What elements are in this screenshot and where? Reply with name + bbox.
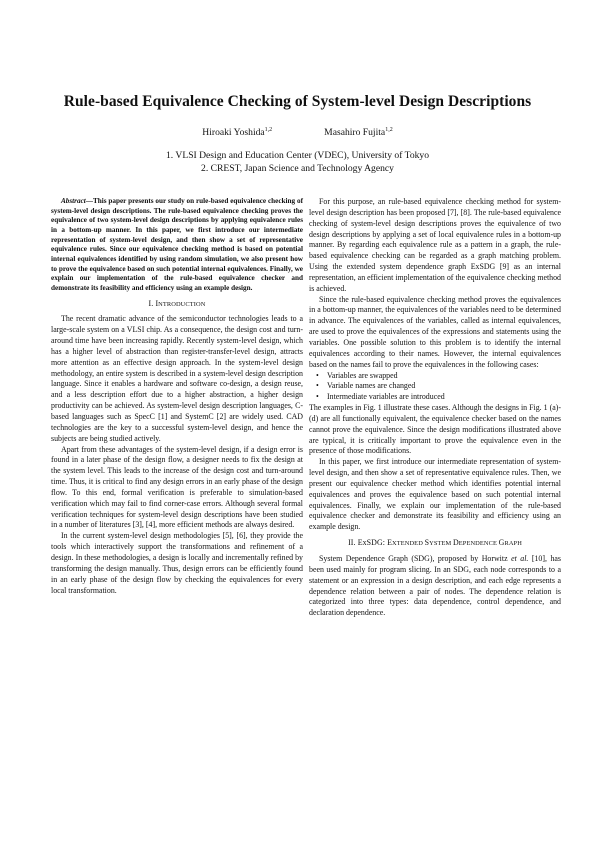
section-smallcaps: EPENDENCE [458,540,499,548]
section-heading-introduction [51,299,303,311]
section-lead: ExSDG: E [357,538,393,548]
case-list [309,371,561,404]
intro-paragraph-3: In the current system-level design methodologies [5], [6], they provide the tools which interactively support the transformations and refinement of a design. In these methodologies, a design is locally and incrementally refined by transforming the design manually. Thus, design errors can be efficiently found in an early phase of the design flow by checking the equivalences for every local transformation. [51,531,303,595]
abstract-text: —This paper presents our study on rule-based equivalence checking of system-level design descriptions. The rule-based equivalence checking proves the equivalence of two system-level design descriptions by applying equivalence rules in a bottom-up manner. In this paper, we first introduce our intermediate representation of system-level design, and then show a set of representative equivalence rules. Since our equivalence checking method is based on potential internal equivalences identified by using random simulation, we also present how to prove the equivalence based on such potential internal equivalences. Finally, we explain our implementation of the rule-based equivalence checker and demonstrate its feasibility and efficiency using an example design. [51,197,303,292]
section-smallcaps: NTRODUCTION [158,300,206,308]
author-1-affil-mark: 1,2 [264,127,273,133]
text-run: System Dependence Graph (SDG), proposed by Horwitz [319,554,512,563]
section-initial: S [424,538,430,548]
author-1 [202,127,272,138]
affiliation-2: 2. CREST, Japan Science and Technology Agency [201,163,394,174]
section-number: II. [348,538,356,548]
author-1-name: Hiroaki Yoshida [202,127,265,139]
intro-paragraph-5: Since the rule-based equivalence checking method proves the equivalences in a bottom-up manner, the equivalences of the variables need to be determined in advance. The equivalences of the variables, called as internal equivalences, are used to prove the equivalences of the expressions and statements using the variables. One possible solution to this problem is to identify the internal equivalences according to their names. However, the internal equivalences based on the names fail to prove the equivalences in the following cases: [309,294,561,369]
section-initial: D [452,538,459,548]
section-initial: G [498,538,505,548]
intro-paragraph-1: The recent dramatic advance of the semiconductor technologies leads to a large-scale system on a VLSI chip. As a consequence, the design cost and turn-around time have been increasing rapidly. Recently system-level design, which has a higher level of abstraction than register-transfer-level design, attracts more attention as an effective design approach. In the system-level design methodology, an entire system is described in a system-level design description language. Since it enables a hardware and software co-design, a design reuse, and a less description effort due to a higher abstraction, a higher design productivity can be achieved. As system-level design description languages, C-based languages such as SpecC [1] and SystemC [2] are widely used. CAD technologies are the key to a successful system-level design, and hence the subjects are being studied actively. [51,314,303,443]
section-smallcaps: YSTEM [429,540,453,548]
author-2-name: Masahiro Fujita [324,127,386,139]
section-initial: I [155,298,159,308]
abstract [51,197,303,294]
author-line [0,127,595,138]
intro-paragraph-7: In this paper, we first introduce our intermediate representation of system-level design, and then show a set of representative equivalence rules. Then, we present our equivalence checker method which identifies potential internal equivalences and proves the equivalence based on such potential internal equivalences. Finally, we explain our implementation of the rule-based equivalence checker and demonstrate its feasibility and efficiency using an example design. [309,457,561,532]
section-smallcaps: RAPH [504,540,522,548]
exsdg-paragraph-1 [309,554,561,619]
list-item: • Variables are swapped [327,371,561,382]
intro-paragraph-4: For this purpose, an rule-based equivalence checking method for system-level design description has been proposed [7], [8]. The rule-based equivalence checking of system-level design descriptions proves the equivalence of two design descriptions by applying a set of local equivalence rules in a bottom-up manner. By regarding each equivalence rule as a pattern in a graph, the rule-based equivalence checking can be regarded as a graph matching problem. Using the extended system dependence graph ExSDG [9] as an internal representation, an efficient implementation of the equivalence checking method is achieved. [309,197,561,293]
affiliation-1: 1. VLSI Design and Education Center (VDEC), University of Tokyo [165,150,430,161]
section-smallcaps: XTENDED [392,540,425,548]
right-column [309,197,561,619]
list-item: • Variable names are changed [327,381,561,392]
author-2 [324,127,393,138]
list-item: • Intermediate variables are introduced [327,392,561,403]
text-run-italic: et al. [511,554,529,563]
intro-paragraph-6: The examples in Fig. 1 illustrate these cases. Although the designs in Fig. 1 (a)-(d) are all functionally equivalent, the equivalence checker based on the names cannot prove the equivalence. Since the design modifications illustrated above are typical, it is critically important to prove the equivalence even in the presence of those modifications. [309,403,561,456]
intro-paragraph-2: Apart from these advantages of the system-level design, if a design error is found in a later phase of the design flow, a designer needs to fix the design at the system level. This leads to the increase of the design cost and turn-around time. Thus, it is critical to find any design errors in an early phase of the design flow. To this end, formal verification is preferable to simulation-based verification which may fail to find corner-case errors. Although several formal verification techniques for system-level design descriptions have been studied in a number of literatures [3], [4], more efficient methods are always desired. [51,444,303,530]
left-column [51,197,303,596]
paper-title: Rule-based Equivalence Checking of System-level Design Descriptions [63,93,532,110]
text-run: [10], has been used mainly for program slicing. In an SDG, each node corresponds to a statement or an expression in a design description, and each edge represents a dependence relation between a pair of nodes. The dependence relation is categorized into three types: data dependence, control dependence, and declaration dependence. [309,554,561,618]
section-number: I. [148,298,154,308]
section-heading-exsdg [309,538,561,550]
author-2-affil-mark: 1,2 [385,127,393,133]
abstract-label: Abstract [61,197,86,205]
